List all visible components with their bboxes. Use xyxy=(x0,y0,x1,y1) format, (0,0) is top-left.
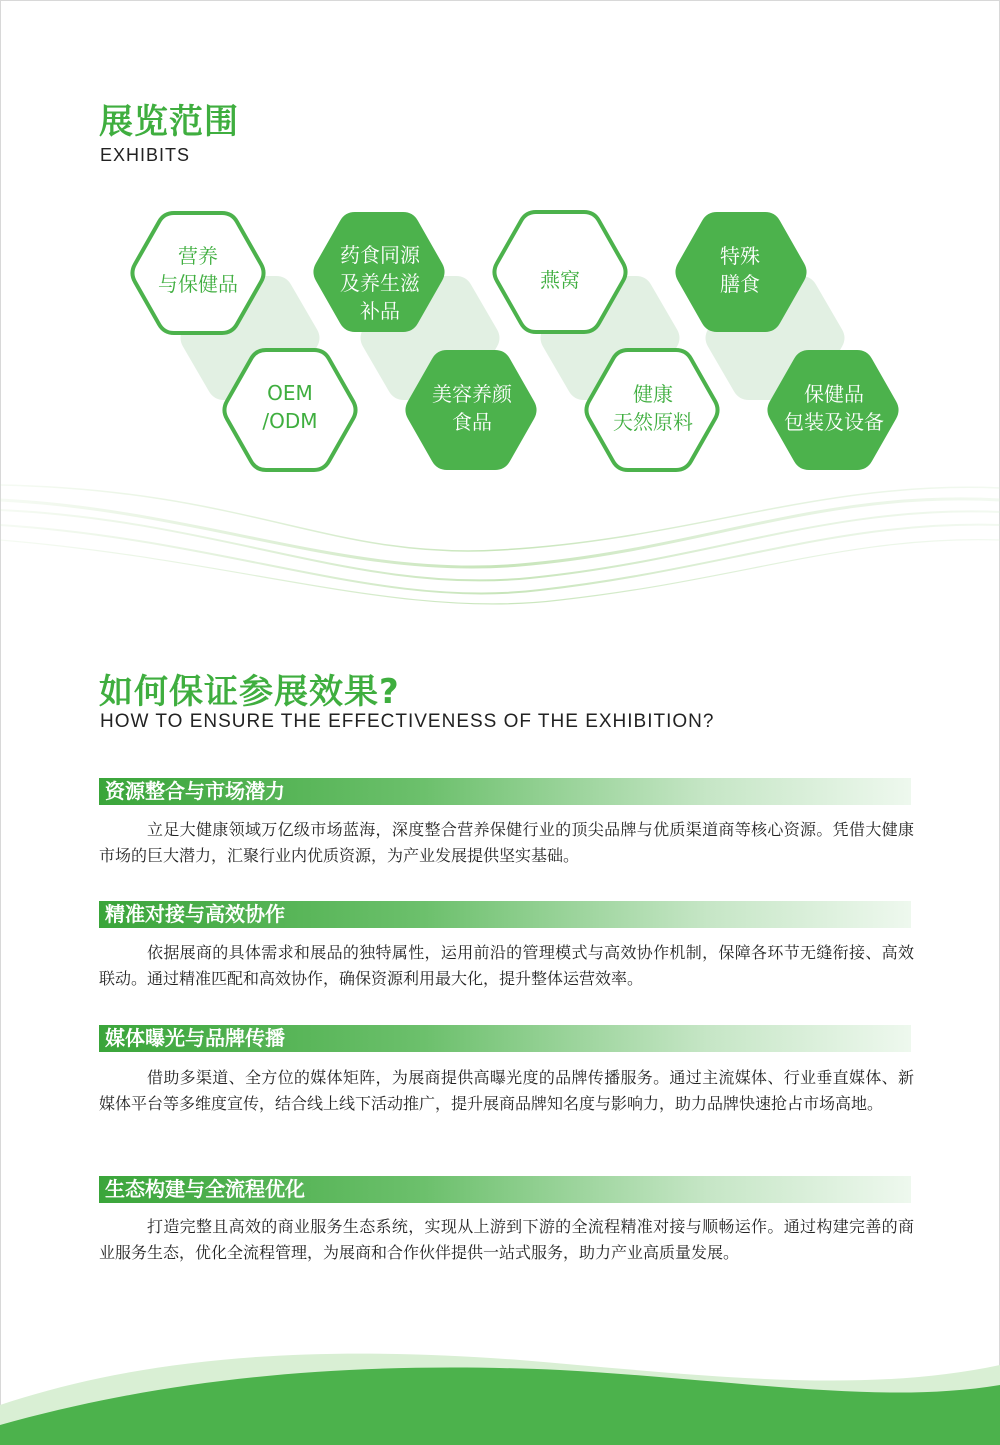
hex-label-oem-odm: OEM /ODM xyxy=(262,381,318,433)
hex-label-special-diet: 特殊 膳食 xyxy=(720,244,760,296)
block-body-resources: 立足大健康领域万亿级市场蓝海，深度整合营养保健行业的顶尖品牌与优质渠道商等核心资源。凭借大健康市场的巨大潜力，汇聚行业内优质资源，为产业发展提供坚实基础。 xyxy=(99,820,914,865)
block-heading-resources: 资源整合与市场潜力 xyxy=(105,779,285,803)
effect-title: 如何保证参展效果? xyxy=(99,672,400,712)
exhibits-subtitle: EXHIBITS xyxy=(100,145,191,165)
bottom-green-wave xyxy=(0,1325,1000,1445)
hex-label-natural-ingredients: 健康 天然原料 xyxy=(613,382,693,434)
block-heading-bar xyxy=(99,1176,911,1203)
decorative-wave xyxy=(0,470,1000,640)
block-heading-matching: 精准对接与高效协作 xyxy=(105,902,285,926)
hex-label-herbal-tonic: 药食同源 及养生滋 补品 xyxy=(340,243,420,323)
block-heading-bar xyxy=(99,1025,911,1052)
exhibits-title: 展览范围 xyxy=(99,102,239,142)
effect-subtitle: HOW TO ENSURE THE EFFECTIVENESS OF THE EXHIBITION? xyxy=(100,711,715,732)
hex-label-packaging-equipment: 保健品 包装及设备 xyxy=(784,382,884,434)
block-body-matching: 依据展商的具体需求和展品的独特属性，运用前沿的管理模式与高效协作机制，保障各环节无缝衔接、高效联动。通过精准匹配和高效协作，确保资源利用最大化，提升整体运营效率。 xyxy=(99,943,914,988)
block-heading-bar xyxy=(99,901,911,928)
hex-label-beauty-food: 美容养颜 食品 xyxy=(432,382,512,434)
block-body-media: 借助多渠道、全方位的媒体矩阵，为展商提供高曝光度的品牌传播服务。通过主流媒体、行业垂直媒体、新媒体平台等多维度宣传，结合线上线下活动推广，提升展商品牌知名度与影响力，助力品牌快速抢占市场高地。 xyxy=(99,1068,914,1113)
hex-label-nutrition: 营养 与保健品 xyxy=(158,244,238,296)
block-heading-media: 媒体曝光与品牌传播 xyxy=(105,1026,285,1050)
block-heading-bar xyxy=(99,778,911,805)
hex-label-birds-nest: 燕窝 xyxy=(540,268,580,292)
block-heading-ecosystem: 生态构建与全流程优化 xyxy=(105,1177,305,1201)
block-body-ecosystem: 打造完整且高效的商业服务生态系统，实现从上游到下游的全流程精准对接与顺畅运作。通过构建完善的商业服务生态，优化全流程管理，为展商和合作伙伴提供一站式服务，助力产业高质量发展。 xyxy=(99,1217,914,1262)
